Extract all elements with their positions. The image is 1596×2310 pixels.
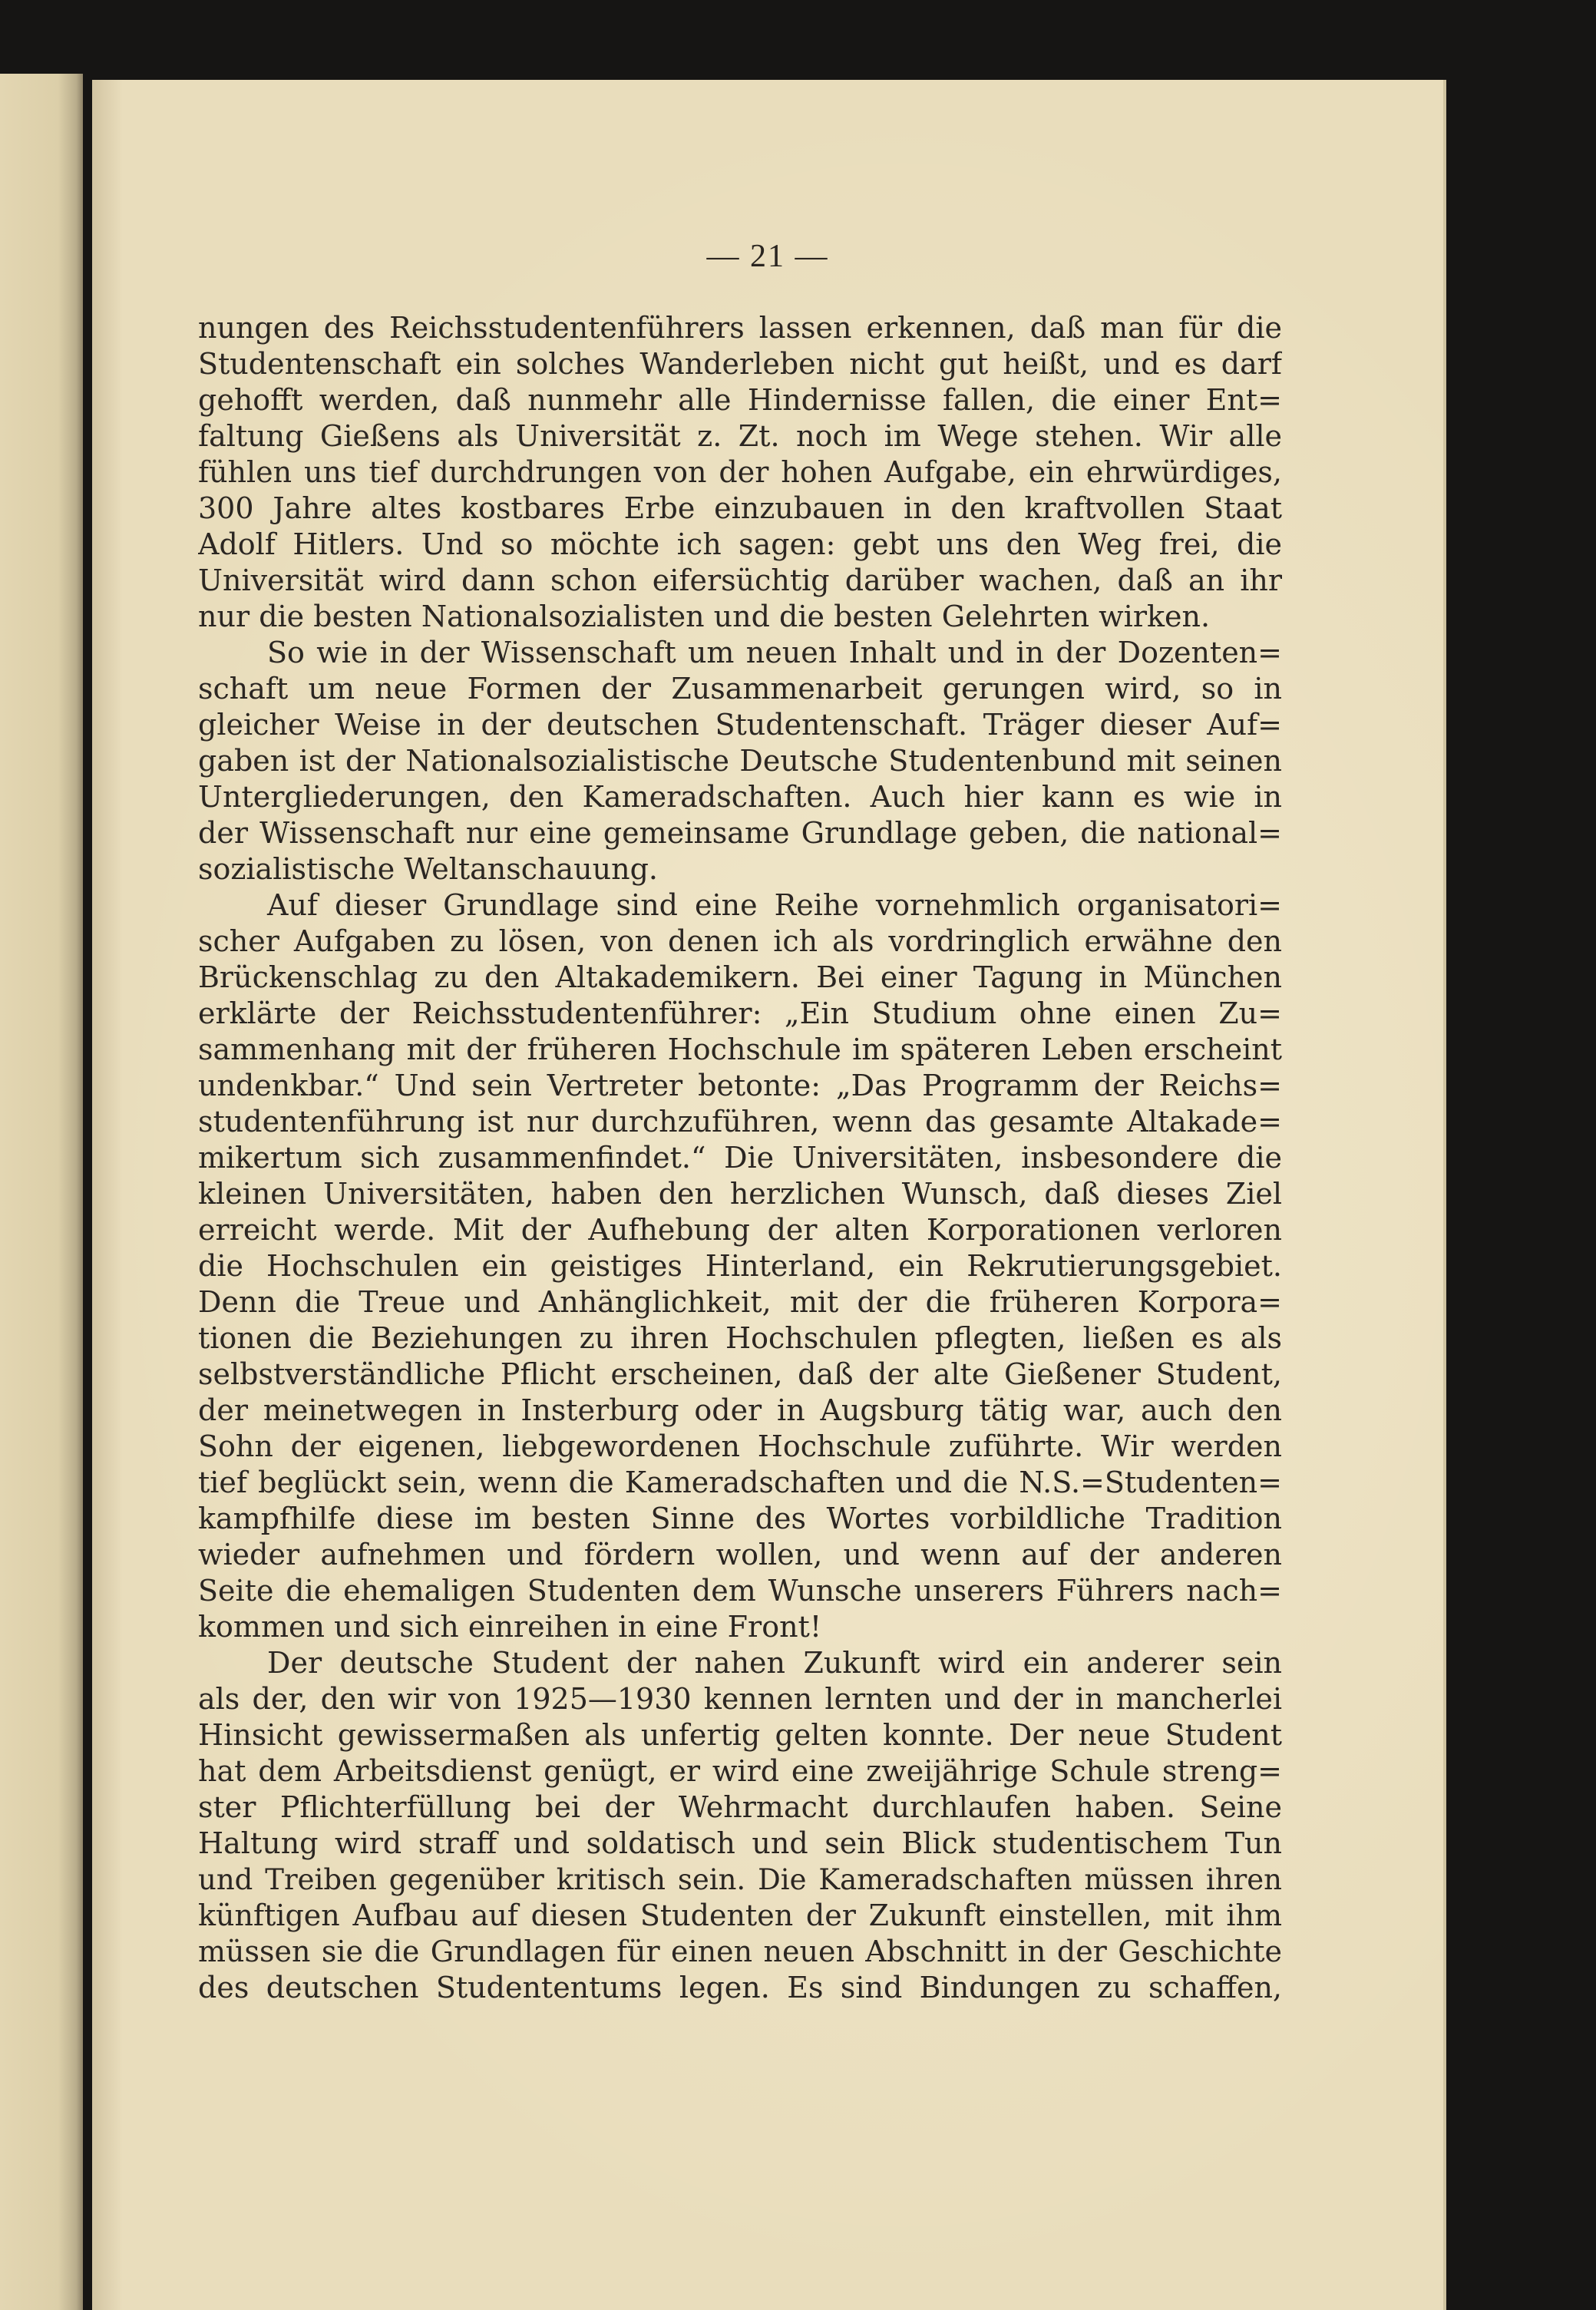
- text-line: So wie in der Wissenschaft um neuen Inhalt und in der Dozenten=: [267, 636, 1282, 669]
- text-line: Adolf Hitlers. Und so möchte ich sagen: gebt uns den Weg frei, die: [198, 527, 1282, 561]
- text-line: Universität wird dann schon eifersüchtig darüber wachen, daß an ihr: [198, 563, 1282, 597]
- text-line: scher Aufgaben zu lösen, von denen ich als vordringlich erwähne den: [198, 924, 1282, 958]
- text-line: nungen des Reichsstudentenführers lassen erkennen, daß man für die: [198, 311, 1282, 345]
- text-line: des deutschen Studententums legen. Es sind Bindungen zu schaffen,: [198, 1971, 1282, 2004]
- text-line: künftigen Aufbau auf diesen Studenten der Zukunft einstellen, mit ihm: [198, 1899, 1282, 1932]
- text-line: Auf dieser Grundlage sind eine Reihe vornehmlich organisatori=: [267, 888, 1282, 922]
- left-page-edge: [0, 74, 83, 2310]
- text-line: undenkbar.“ Und sein Vertreter betonte: „Das Programm der Reichs=: [198, 1069, 1282, 1102]
- text-line: tief beglückt sein, wenn die Kameradschaften und die N.S.=Studenten=: [198, 1466, 1282, 1499]
- text-line: Studentenschaft ein solches Wanderleben nicht gut heißt, und es darf: [198, 347, 1282, 381]
- text-line: kleinen Universitäten, haben den herzlichen Wunsch, daß dieses Ziel: [198, 1177, 1282, 1211]
- text-line: 300 Jahre altes kostbares Erbe einzubauen in den kraftvollen Staat: [198, 491, 1282, 525]
- text-line: erreicht werde. Mit der Aufhebung der alten Korporationen verloren: [198, 1213, 1282, 1247]
- book-page: [92, 80, 1443, 2310]
- text-line: faltung Gießens als Universität z. Zt. noch im Wege stehen. Wir alle: [198, 419, 1282, 453]
- text-line: gehofft werden, daß nunmehr alle Hindernisse fallen, die einer Ent=: [198, 383, 1282, 417]
- text-line: müssen sie die Grundlagen für einen neuen Abschnitt in der Geschichte: [198, 1935, 1282, 1968]
- text-line: erklärte der Reichsstudentenführer: „Ein Studium ohne einen Zu=: [198, 996, 1282, 1030]
- text-line: gleicher Weise in der deutschen Studentenschaft. Träger dieser Auf=: [198, 708, 1282, 742]
- text-line: kampfhilfe diese im besten Sinne des Wortes vorbildliche Tradition: [198, 1502, 1282, 1535]
- text-line: Hinsicht gewissermaßen als unfertig gelten konnte. Der neue Student: [198, 1718, 1282, 1752]
- text-line: Brückenschlag zu den Altakademikern. Bei einer Tagung in München: [198, 960, 1282, 994]
- text-line: gaben ist der Nationalsozialistische Deutsche Studentenbund mit seinen: [198, 744, 1282, 778]
- text-line: nur die besten Nationalsozialisten und die besten Gelehrten wirken.: [198, 600, 1211, 633]
- text-line: ster Pflichterfüllung bei der Wehrmacht durchlaufen haben. Seine: [198, 1790, 1282, 1824]
- text-line: Denn die Treue und Anhänglichkeit, mit der die früheren Korpora=: [198, 1285, 1282, 1319]
- text-line: hat dem Arbeitsdienst genügt, er wird eine zweijährige Schule streng=: [198, 1754, 1282, 1788]
- text-line: sammenhang mit der früheren Hochschule im späteren Leben erscheint: [198, 1033, 1282, 1066]
- text-line: Sohn der eigenen, liebgewordenen Hochschule zuführte. Wir werden: [198, 1429, 1282, 1463]
- text-line: Der deutsche Student der nahen Zukunft wird ein anderer sein: [267, 1646, 1282, 1680]
- body-text: [198, 310, 1282, 2006]
- text-line: der meinetwegen in Insterburg oder in Augsburg tätig war, auch den: [198, 1393, 1282, 1427]
- page-number: — 21 —: [706, 239, 829, 274]
- text-line: selbstverständliche Pflicht erscheinen, daß der alte Gießener Student,: [198, 1357, 1282, 1391]
- text-line: tionen die Beziehungen zu ihren Hochschulen pflegten, ließen es als: [198, 1321, 1282, 1355]
- text-line: und Treiben gegenüber kritisch sein. Die Kameradschaften müssen ihren: [198, 1863, 1282, 1896]
- text-line: kommen und sich einreihen in eine Front!: [198, 1610, 822, 1644]
- text-line: schaft um neue Formen der Zusammenarbeit gerungen wird, so in: [198, 672, 1282, 706]
- text-line: sozialistische Weltanschauung.: [198, 852, 659, 886]
- text-line: fühlen uns tief durchdrungen von der hohen Aufgabe, ein ehrwürdiges,: [198, 455, 1282, 489]
- text-line: mikertum sich zusammenfindet.“ Die Universitäten, insbesondere die: [198, 1141, 1282, 1175]
- text-line: Seite die ehemaligen Studenten dem Wunsche unserers Führers nach=: [198, 1574, 1282, 1608]
- text-line: studentenführung ist nur durchzuführen, wenn das gesamte Altakade=: [198, 1105, 1282, 1138]
- text-line: als der, den wir von 1925—1930 kennen lernten und der in mancherlei: [198, 1682, 1282, 1716]
- text-line: Haltung wird straff und soldatisch und sein Blick studentischem Tun: [198, 1826, 1282, 1860]
- text-line: Untergliederungen, den Kameradschaften. Auch hier kann es wie in: [198, 780, 1282, 814]
- text-line: der Wissenschaft nur eine gemeinsame Grundlage geben, die national=: [198, 816, 1282, 850]
- text-line: die Hochschulen ein geistiges Hinterland, ein Rekrutierungsgebiet.: [198, 1249, 1282, 1283]
- text-line: wieder aufnehmen und fördern wollen, und wenn auf der anderen: [198, 1538, 1282, 1571]
